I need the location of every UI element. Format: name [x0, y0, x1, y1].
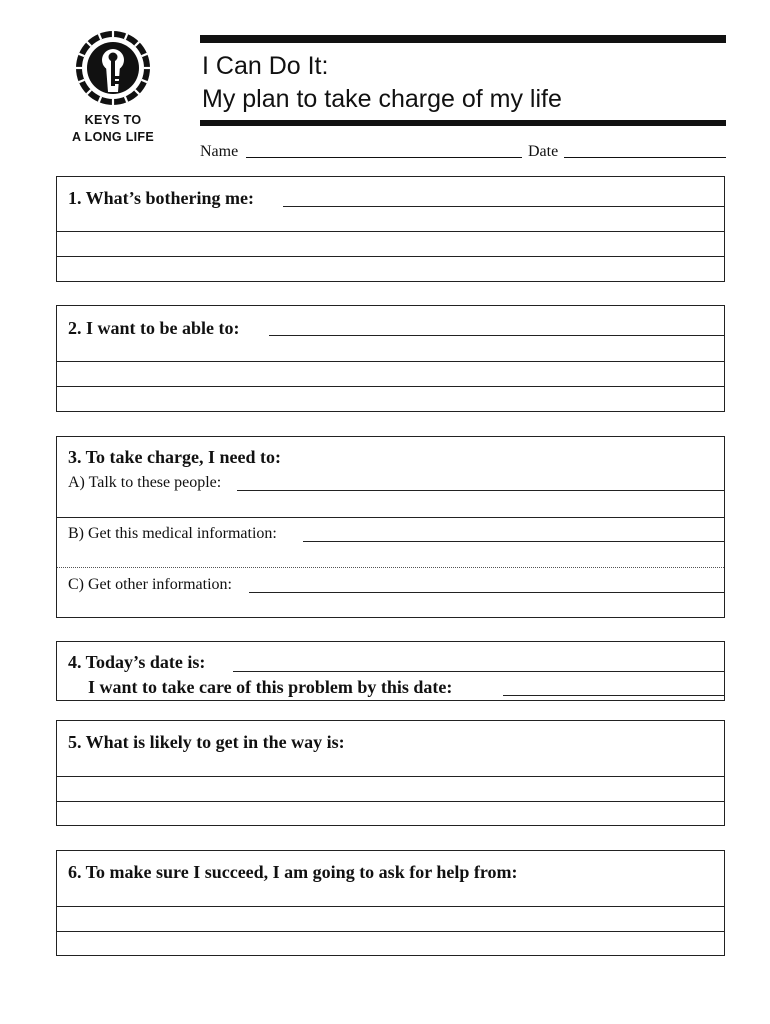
section-6-box: [56, 850, 725, 956]
section-2-heading: 2. I want to be able to:: [68, 318, 240, 338]
section-3b-answer-line[interactable]: [303, 541, 724, 542]
section-3a-label: A) Talk to these people:: [68, 474, 222, 491]
target-date-line[interactable]: [503, 695, 724, 696]
section-3-divider: [57, 517, 724, 518]
logo-text-line-1: KEYS TO: [84, 113, 142, 127]
section-6-writing-line[interactable]: [57, 931, 724, 932]
section-1-writing-line[interactable]: [57, 256, 724, 257]
title-top-rule: [200, 35, 726, 43]
section-3c-answer-line[interactable]: [249, 592, 724, 593]
section-5-writing-line[interactable]: [57, 801, 724, 802]
section-3-heading: 3. To take charge, I need to:: [68, 447, 281, 467]
section-3c-label: C) Get other information:: [68, 576, 232, 593]
section-5-box: [56, 720, 725, 826]
section-6-writing-line[interactable]: [57, 906, 724, 907]
section-4-box: [56, 641, 725, 701]
section-1-writing-line[interactable]: [57, 231, 724, 232]
section-2-writing-line[interactable]: [57, 386, 724, 387]
section-2-writing-line[interactable]: [57, 361, 724, 362]
section-6-heading: 6. To make sure I succeed, I am going to ask for help from:: [68, 862, 518, 882]
section-3b-label: B) Get this medical information:: [68, 525, 277, 542]
date-field[interactable]: [564, 157, 726, 158]
page-title: I Can Do It:: [202, 52, 329, 80]
section-1-box: [56, 176, 725, 282]
section-2-box: [56, 305, 725, 412]
todays-date-line[interactable]: [233, 671, 724, 672]
section-3-divider: [57, 567, 724, 568]
section-3-box: [56, 436, 725, 618]
name-label: Name: [200, 143, 239, 160]
section-3a-answer-line[interactable]: [237, 490, 724, 491]
section-2-answer-line[interactable]: [269, 335, 724, 336]
section-5-writing-line[interactable]: [57, 776, 724, 777]
section-1-answer-line[interactable]: [283, 206, 724, 207]
section-1-heading: 1. What’s bothering me:: [68, 188, 254, 208]
date-label: Date: [528, 143, 559, 160]
section-5-heading: 5. What is likely to get in the way is:: [68, 732, 345, 752]
page-subtitle: My plan to take charge of my life: [202, 85, 562, 113]
keyhole-seal-icon: [75, 30, 151, 106]
name-date-row: [200, 143, 726, 163]
title-bottom-rule: [200, 120, 726, 126]
name-field[interactable]: [246, 157, 522, 158]
keys-to-a-long-life-logo: [66, 30, 160, 146]
section-4-heading: 4. Today’s date is:: [68, 652, 206, 672]
logo-text-line-2: A LONG LIFE: [72, 130, 154, 144]
section-4-target-date-label: I want to take care of this problem by this date:: [88, 677, 453, 697]
